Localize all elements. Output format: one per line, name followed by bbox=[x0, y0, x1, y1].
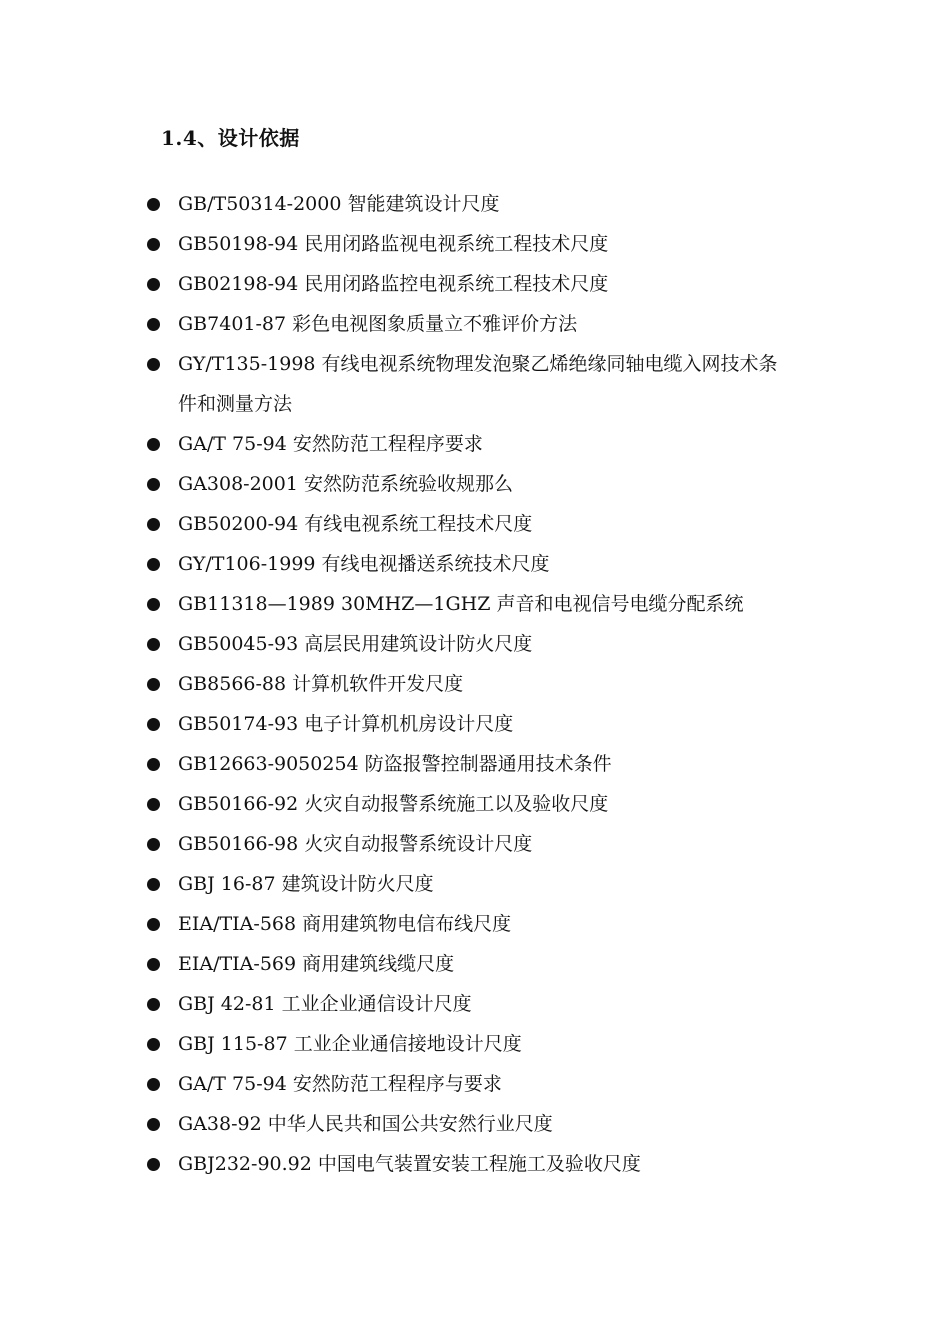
standard-text: GB7401-87 彩色电视图象质量立不雅评价方法 bbox=[178, 313, 578, 335]
bullet-icon bbox=[147, 344, 178, 384]
standard-list-item bbox=[147, 224, 787, 264]
standard-list-item bbox=[147, 904, 787, 944]
standard-list-item bbox=[147, 784, 787, 824]
standard-list-item bbox=[147, 424, 787, 464]
standard-list-item bbox=[147, 1104, 787, 1144]
standard-list-item bbox=[147, 704, 787, 744]
standard-text: GA/T 75-94 安然防范工程程序要求 bbox=[178, 433, 483, 455]
standard-list-item bbox=[147, 664, 787, 704]
bullet-icon bbox=[147, 944, 178, 984]
standard-list-item bbox=[147, 344, 787, 424]
bullet-icon bbox=[147, 864, 178, 904]
standard-list-item bbox=[147, 264, 787, 304]
standard-text: GB8566-88 计算机软件开发尺度 bbox=[178, 673, 464, 695]
bullet-icon bbox=[147, 904, 178, 944]
standard-list-item bbox=[147, 744, 787, 784]
standard-list-item bbox=[147, 1064, 787, 1104]
standard-text: GB50174-93 电子计算机机房设计尺度 bbox=[178, 713, 514, 735]
standard-text: GA/T 75-94 安然防范工程程序与要求 bbox=[178, 1073, 502, 1095]
standard-text: GB12663-9050254 防盗报警控制器通用技术条件 bbox=[178, 753, 612, 775]
standard-text: EIA/TIA-568 商用建筑物电信布线尺度 bbox=[178, 913, 512, 935]
standard-text: GB50166-92 火灾自动报警系统施工以及验收尺度 bbox=[178, 793, 609, 815]
standard-text: GBJ 16-87 建筑设计防火尺度 bbox=[178, 873, 434, 895]
bullet-icon bbox=[147, 504, 178, 544]
standard-text: GA38-92 中华人民共和国公共安然行业尺度 bbox=[178, 1113, 553, 1135]
standard-list-item bbox=[147, 944, 787, 984]
standard-list-item bbox=[147, 504, 787, 544]
standard-text: GB50166-98 火灾自动报警系统设计尺度 bbox=[178, 833, 533, 855]
standards-list bbox=[147, 184, 787, 1184]
standard-text: GBJ 42-81 工业企业通信设计尺度 bbox=[178, 993, 472, 1015]
bullet-icon bbox=[147, 184, 178, 224]
standard-text: GB50198-94 民用闭路监视电视系统工程技术尺度 bbox=[178, 233, 609, 255]
bullet-icon bbox=[147, 464, 178, 504]
standard-list-item bbox=[147, 864, 787, 904]
standard-text: GA308-2001 安然防范系统验收规那么 bbox=[178, 473, 513, 495]
bullet-icon bbox=[147, 1064, 178, 1104]
standard-text: GB02198-94 民用闭路监控电视系统工程技术尺度 bbox=[178, 273, 609, 295]
bullet-icon bbox=[147, 984, 178, 1024]
bullet-icon bbox=[147, 224, 178, 264]
standard-text: GB/T50314-2000 智能建筑设计尺度 bbox=[178, 193, 500, 215]
standard-text: GY/T106-1999 有线电视播送系统技术尺度 bbox=[178, 553, 550, 575]
standard-list-item bbox=[147, 304, 787, 344]
bullet-icon bbox=[147, 264, 178, 304]
standard-list-item bbox=[147, 544, 787, 584]
bullet-icon bbox=[147, 1024, 178, 1064]
bullet-icon bbox=[147, 424, 178, 464]
bullet-icon bbox=[147, 1104, 178, 1144]
standard-text: GB50045-93 高层民用建筑设计防火尺度 bbox=[178, 633, 533, 655]
standard-list-item bbox=[147, 984, 787, 1024]
bullet-icon bbox=[147, 624, 178, 664]
bullet-icon bbox=[147, 544, 178, 584]
bullet-icon bbox=[147, 704, 178, 744]
standard-list-item bbox=[147, 1024, 787, 1064]
bullet-icon bbox=[147, 664, 178, 704]
standard-text: GBJ 115-87 工业企业通信接地设计尺度 bbox=[178, 1033, 522, 1055]
standard-list-item bbox=[147, 184, 787, 224]
standard-list-item bbox=[147, 824, 787, 864]
bullet-icon bbox=[147, 744, 178, 784]
bullet-icon bbox=[147, 304, 178, 344]
standard-list-item bbox=[147, 1144, 787, 1184]
bullet-icon bbox=[147, 824, 178, 864]
bullet-icon bbox=[147, 784, 178, 824]
standard-text: EIA/TIA-569 商用建筑线缆尺度 bbox=[178, 953, 455, 975]
standard-list-item bbox=[147, 624, 787, 664]
section-heading: 1.4、设计依据 bbox=[161, 126, 300, 150]
standard-text: GB50200-94 有线电视系统工程技术尺度 bbox=[178, 513, 533, 535]
bullet-icon bbox=[147, 584, 178, 624]
standard-list-item bbox=[147, 584, 787, 624]
standard-text: GBJ232-90.92 中国电气装置安装工程施工及验收尺度 bbox=[178, 1153, 641, 1175]
standard-text: GY/T135-1998 有线电视系统物理发泡聚乙烯绝缘同轴电缆入网技术条件和测量方法 bbox=[178, 353, 778, 415]
standard-text: GB11318—1989 30MHZ—1GHZ 声音和电视信号电缆分配系统 bbox=[178, 593, 744, 615]
standard-list-item bbox=[147, 464, 787, 504]
bullet-icon bbox=[147, 1144, 178, 1184]
